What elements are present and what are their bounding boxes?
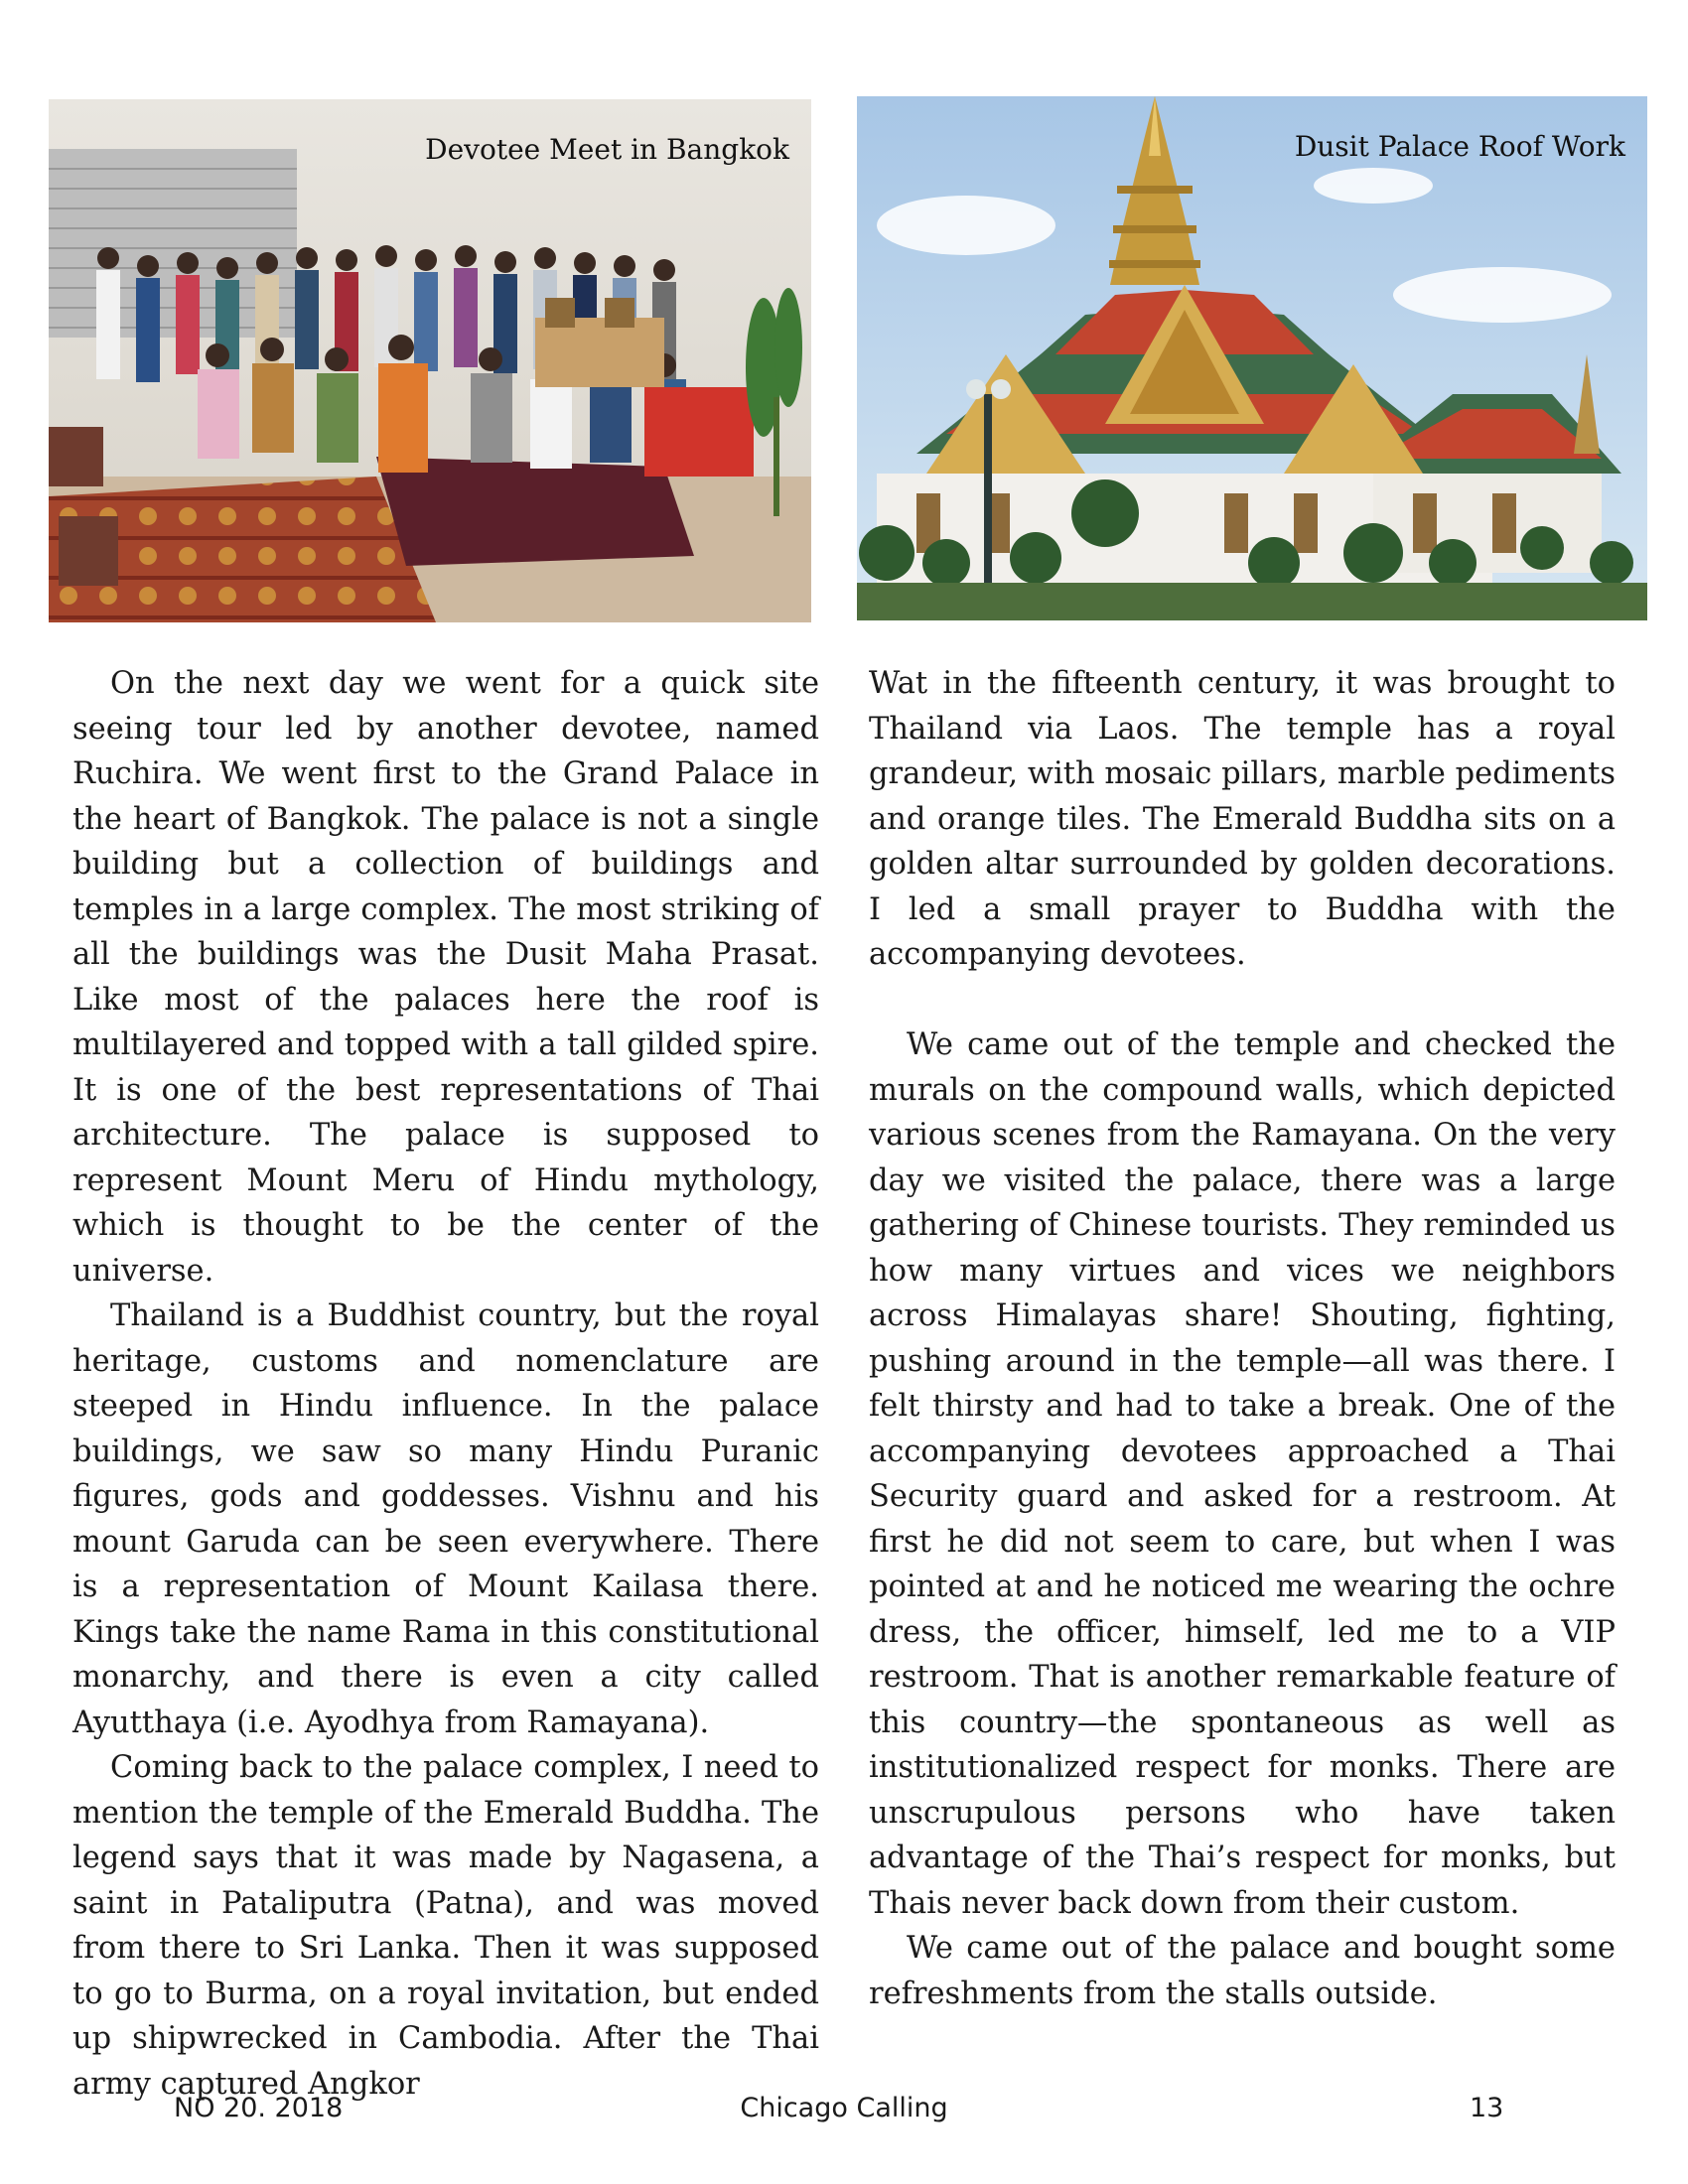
footer-page-number: 13	[1470, 2093, 1504, 2123]
caption-devotee-meet: Devotee Meet in Bangkok	[425, 133, 789, 166]
paragraph-grand-palace: On the next day we went for a quick site seeing tour led by another devotee, named Ruchira. We went first to the Grand Palace in the heart of Bangkok. The palace is not a single building but a collection of buildings and temples in a large complex. The most striking of all the buildings was the Dusit Maha Prasat. Like most of the palaces here the roof is multilayered and topped with a tall gilded spire. It is one of the best representations of Thai architecture. The palace is supposed to represent Mount Meru of Hindu mythology, which is thought to be the center of the universe.	[72, 666, 819, 1289]
article-column-left	[72, 661, 819, 2107]
caption-dusit-palace: Dusit Palace Roof Work	[1294, 130, 1625, 163]
paragraph-hindu-influence: Thailand is a Buddhist country, but the royal heritage, customs and nomenclature are steeped in Hindu influence. In the palace buildings, we saw so many Hindu Puranic figures, gods and goddesses. Vishnu and his mount Garuda can be seen everywhere. There is a representation of Mount Kailasa there. Kings take the name Rama in this constitutional monarchy, and there is even a city called Ayutthaya (i.e. Ayodhya from Ramayana).	[72, 1298, 819, 1740]
footer-publication-title: Chicago Calling	[740, 2093, 948, 2123]
paragraph-emerald-buddha: Coming back to the palace complex, I need to mention the temple of the Emerald Buddha. The legend says that it was made by Nagasena, a saint in Pataliputra (Patna), and was moved from there to Sri Lanka. Then it was supposed to go to Burma, on a royal invitation, but ended up shipwrecked in Cambodia. After the Thai army captured Angkor	[72, 1750, 819, 2102]
footer-issue-number: NO 20. 2018	[174, 2093, 344, 2123]
paragraph-murals: We came out of the temple and checked the murals on the compound walls, which depicted various scenes from the Ramayana. On the very day we visited the palace, there was a large gathering of Chinese tourists. They reminded us how many virtues and vices we neighbors across Himalayas share! Shouting, fighting, pushing around in the temple—all was there. I felt thirsty and had to take a break. One of the accompanying devotees approached a Thai Security guard and asked for a restroom. At first he did not seem to care, but when I was pointed at and he noticed me wearing the ochre dress, the officer, himself, led me to a VIP restroom. That is another remarkable feature of this country—the spontaneous as well as institutionalized respect for monks. There are unscrupulous persons who have taken advantage of the Thai’s respect for monks, but Thais never back down from their custom.	[869, 1027, 1616, 1921]
paragraph-emerald-buddha-cont: Wat in the fifteenth century, it was brought to Thailand via Laos. The temple has a royal grandeur, with mosaic pillars, marble pediments and orange tiles. The Emerald Buddha sits on a golden altar surrounded by golden decorations. I led a small prayer to Buddha with the accompanying devotees.	[869, 666, 1616, 972]
dusit-palace-image	[857, 96, 1647, 620]
photo-dusit-palace	[857, 96, 1647, 620]
devotee-meet-image	[49, 99, 811, 622]
photo-devotee-meet	[49, 99, 811, 622]
article-column-right	[869, 661, 1616, 2016]
paragraph-gap	[869, 978, 1616, 1024]
paragraph-refreshments: We came out of the palace and bought some refreshments from the stalls outside.	[869, 1931, 1616, 2011]
